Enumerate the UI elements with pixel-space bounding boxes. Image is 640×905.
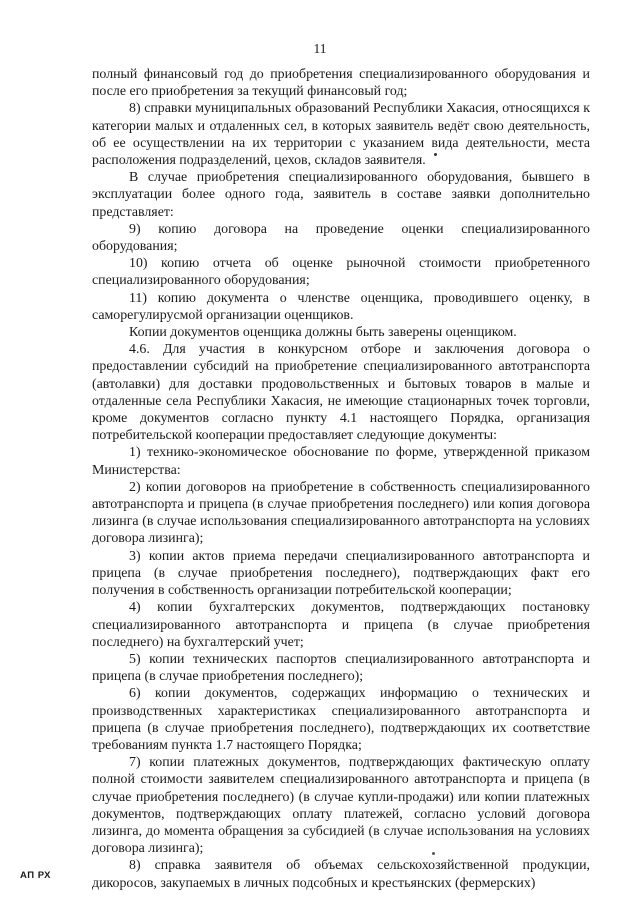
paragraph: 1) технико-экономическое обоснование по форме, утвержденной приказом Министерства: — [92, 445, 590, 478]
paragraph: 4.6. Для участия в конкурсном отборе и заключения договора о предоставлении субсидий на приобретение специализированного автотранспорта (автолавки) для доставки продовольственных и бытовых товаров в малые и отдаленные села Республики Хакасия, не имеющие стационарных точек торговли, кроме документов согласно пункту 4.1 настоящего Порядка, организация потребительской кооперации предоставляет следующие документы: — [92, 342, 590, 444]
scan-speck — [432, 852, 435, 855]
paragraph: 10) копию отчета об оценке рыночной стоимости приобретенного специализированного оборудования; — [92, 256, 590, 289]
paragraph: 7) копии платежных документов, подтверждающих фактическую оплату полной стоимости заявителем специализированного автотранспорта и прицепа (в случае приобретения последнего) (в случае купли-продажи) или копии платежных документов, подтверждающих оплату платежей, согласно условий договора лизинга, до момента обращения за субсидией (в случае использования на условиях договора лизинга); — [92, 755, 590, 857]
paragraph: 5) копии технических паспортов специализированного автотранспорта и прицепа (в случае приобретения последнего); — [92, 651, 590, 685]
paragraph: 8) справки муниципальных образований Республики Хакасия, относящихся к категории малых и отдаленных сел, в которых заявитель ведёт свою деятельность, об ее осуществлении на их территории с указанием вида деятельности, места расположения подразделений, цехов, складов заявителя. — [92, 101, 590, 169]
paragraph: Копии документов оценщика должны быть заверены оценщиком. — [129, 325, 517, 341]
paragraph: 3) копии актов приема передачи специализированного автотранспорта и прицепа (в случае приобретения последнего), подтверждающих факт его получения в собственность организации потребительской кооперации; — [92, 548, 590, 599]
paragraph: 8) справка заявителя об объемах сельскохозяйственной продукции, дикоросов, закупаемых в личных подсобных и крестьянских (фермерских) — [92, 858, 590, 891]
paragraph: 4) копии бухгалтерских документов, подтверждающих постановку специализированного автотранспорта и прицепа (в случае приобретения последнего) на бухгалтерский учет; — [92, 600, 590, 650]
scan-speck — [434, 153, 437, 156]
paragraph: 11) копию документа о членстве оценщика, проводившего оценку, в саморегулирусмой организации оценщиков. — [92, 290, 590, 323]
paragraph: полный финансовый год до приобретения специализированного оборудования и после его приобретения за текущий финансовый год; — [92, 67, 590, 100]
paragraph: 2) копии договоров на приобретение в собственность специализированного автотранспорта и прицепа (в случае приобретения последнего) или копия договора лизинга (в случае использования специализированного автотранспорта на условиях договора лизинга); — [92, 479, 590, 547]
paragraph: 9) копию договора на проведение оценки специализированного оборудования; — [92, 221, 590, 255]
document-body — [92, 66, 590, 892]
paragraph: В случае приобретения специализированного оборудования, бывшего в эксплуатации более одного года, заявитель в составе заявки дополнительно представляет: — [92, 170, 590, 220]
paragraph: 6) копии документов, содержащих информацию о технических и производственных характеристиках специализированного автотранспорта и прицепа (в случае приобретения последнего), подтверждающих их соответствие требованиям пункта 1.7 настоящего Порядка; — [92, 686, 590, 753]
footer-mark: АП РХ — [20, 870, 52, 881]
page-number: 11 — [313, 41, 327, 56]
